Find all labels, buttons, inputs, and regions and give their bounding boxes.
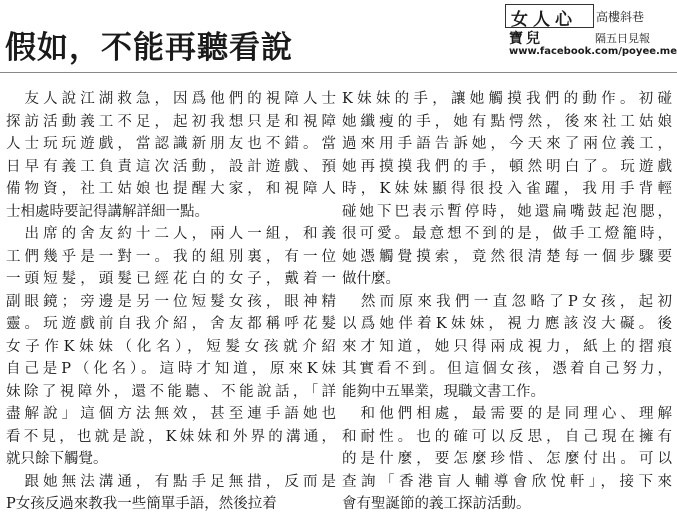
column-subtitle: 高樓斜巷 xyxy=(596,10,645,24)
article-line: 時，K妹妹顯得很投入雀躍，我用手背輕 xyxy=(342,181,672,197)
article-line: 她憑觸覺摸索，竟然很清楚每一個步驟要 xyxy=(342,248,672,265)
article-line: 盡解說」這個方法無效，甚至連手語她也 xyxy=(6,406,336,422)
article-line: 友人說江湖救急，因爲他們的視障人士 xyxy=(6,91,336,107)
article-line: 以爲她伴着K妹妹，視力應該沒大礙。後 xyxy=(342,316,672,332)
article-line: 自己是P（化名）。這時才知道，原來K妹 xyxy=(6,361,336,377)
article-column-left xyxy=(6,88,336,516)
article-line: 就只餘下觸覺。 xyxy=(6,451,108,467)
author-facebook-url: www.facebook.com/poyee.me xyxy=(509,46,677,57)
article-line: 備物資，社工姑娘也提醒大家，和視障人 xyxy=(6,181,336,197)
article-line: 過來用手語告訴她，今天來了兩位義工， xyxy=(342,136,672,152)
column-masthead xyxy=(505,4,677,62)
article-line: 然而原來我們一直忽略了P女孩，起初 xyxy=(342,293,672,310)
article-line: 看不見，也就是說，K妹妹和外界的溝通， xyxy=(6,428,336,445)
article-line: 能夠中五畢業，現職文書工作。 xyxy=(342,383,545,400)
article-line: 做什麼。 xyxy=(342,271,400,287)
article-line: 女子作K妹妹（化名），短髮女孩就介紹 xyxy=(6,338,336,355)
article-line: 的是什麼，要怎麼珍惜、怎麼付出。可以 xyxy=(342,451,672,467)
article-line: 靈。玩遊戲前自我介紹，舍友都稱呼花髮 xyxy=(6,316,336,332)
article-line: 其實看不到。但這個女孩，憑着自己努力， xyxy=(342,361,672,377)
article-line: 探訪活動義工不足，起初我想只是和視障 xyxy=(6,113,336,130)
article-line: 碰她下巴表示暫停時，她還扁嘴鼓起泡腮， xyxy=(342,203,672,220)
article-line: K妹妹的手，讓她觸摸我們的動作。初碰 xyxy=(342,91,672,107)
article-line: 出席的舍友約十二人，兩人一組，和義 xyxy=(6,226,336,242)
article-line: 她纖瘦的手，她有點愕然，後來社工姑娘 xyxy=(342,113,672,130)
article-line: 查詢「香港盲人輔導會欣悅軒」，接下來 xyxy=(342,473,672,490)
article-title: 假如，不能再聽看說 xyxy=(5,30,293,66)
article-line: 士相處時要記得講解詳細一點。 xyxy=(6,203,209,220)
article-line: 一頭短髮，頭髮已經花白的女子，戴着一 xyxy=(6,271,336,287)
article-line: 和他們相處，最需要的是同理心、理解 xyxy=(342,406,672,422)
article-line: 跟她無法溝通，有點手足無措，反而是 xyxy=(6,473,336,490)
article-line: 會有聖誕節的義工探訪活動。 xyxy=(342,496,531,512)
column-name: 女人心 xyxy=(511,10,577,30)
author-name: 寶兒 xyxy=(509,31,543,47)
publication-schedule: 隔五日見報 xyxy=(595,32,650,45)
article-line: P女孩反過來教我一些簡單手語，然後拉着 xyxy=(6,496,277,512)
article-line: 工們幾乎是一對一。我的組別裏，有一位 xyxy=(6,248,336,265)
article-line: 副眼鏡；旁邊是另一位短髮女孩，眼神精 xyxy=(6,293,336,310)
article-line: 妹除了視障外，還不能聽、不能說話，「詳 xyxy=(6,383,336,400)
header-divider xyxy=(0,72,677,73)
article-line: 日早有義工負責這次活動，設計遊戲、預 xyxy=(6,158,336,175)
article-line: 很可愛。最意想不到的是，做手工燈籠時， xyxy=(342,226,672,242)
article-line: 和耐性。也的確可以反思，自己現在擁有 xyxy=(342,428,672,445)
article-line: 來才知道，她只得兩成視力，紙上的摺痕 xyxy=(342,338,672,355)
article-line: 她再摸摸我們的手，頓然明白了。玩遊戲 xyxy=(342,158,672,175)
article-line: 人士玩玩遊戲，當認識新朋友也不錯。當 xyxy=(6,136,336,152)
article-column-right xyxy=(342,88,672,516)
